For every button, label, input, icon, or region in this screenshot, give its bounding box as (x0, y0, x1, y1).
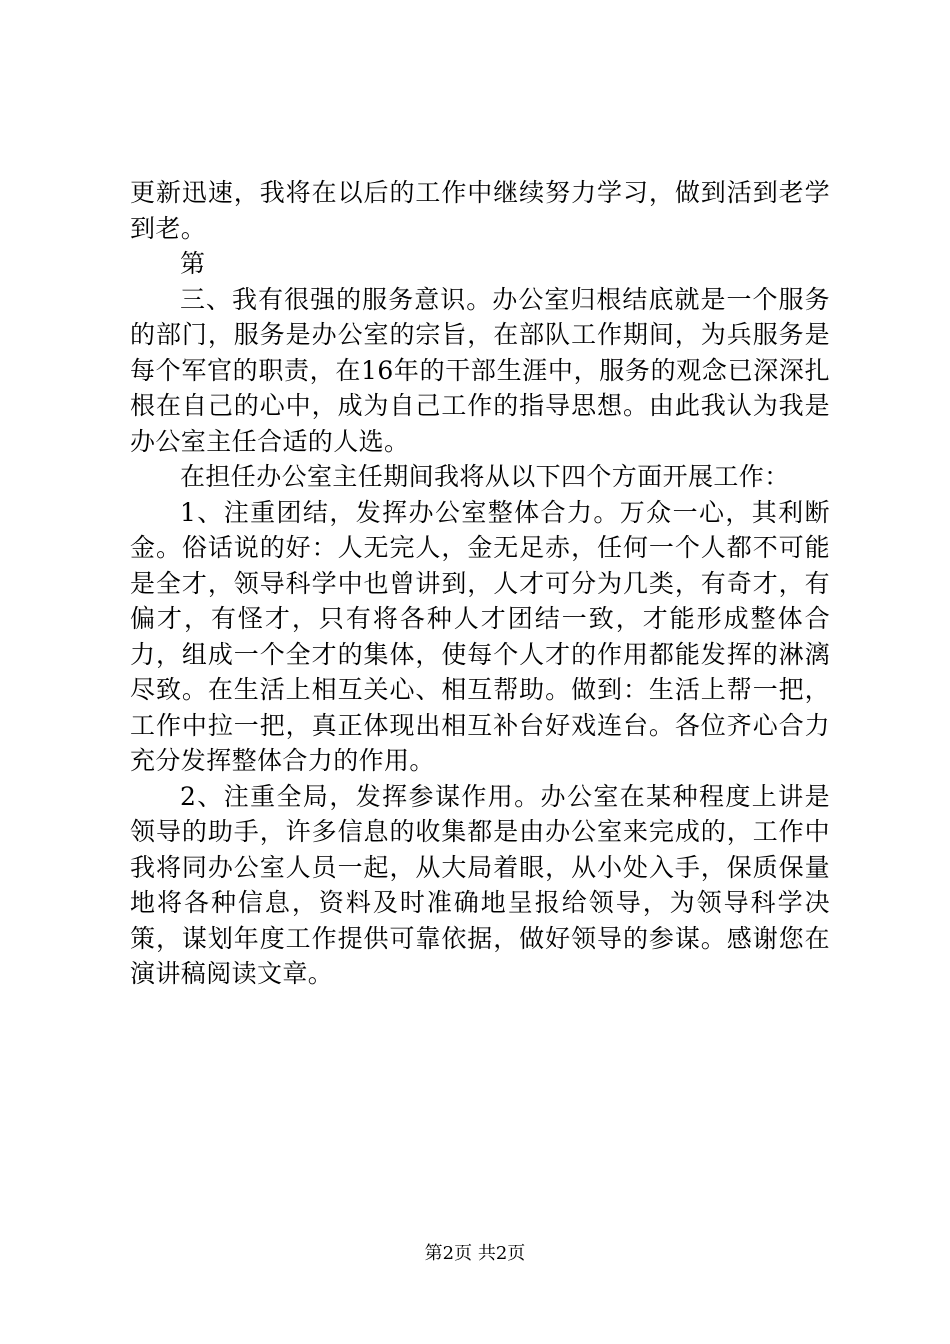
paragraph-fragment: 第 (180, 249, 206, 278)
paragraph-continuation: 更新迅速，我将在以后的工作中继续努力学习，做到活到老学到老。 (130, 178, 830, 243)
paragraph-work-plan-intro: 在担任办公室主任期间我将从以下四个方面开展工作： (180, 462, 790, 491)
page-number-footer: 第2页 共2页 (424, 1243, 526, 1264)
paragraph-service-awareness: 三、我有很强的服务意识。办公室归根结底就是一个服务的部门，服务是办公室的宗旨，在部队工作期间，为兵服务是每个军官的职责，在16年的干部生涯中，服务的观念已深深扎根在自己的心中，成为自己工作的指导思想。由此我认为我是办公室主任合适的人选。 (130, 284, 830, 456)
paragraph-overall-situation: 2、注重全局，发挥参谋作用。办公室在某种程度上讲是领导的助手，许多信息的收集都是由办公室来完成的，工作中我将同办公室人员一起，从大局着眼，从小处入手，保质保量地将各种信息，资料及时准确地呈报给领导，为领导科学决策，谋划年度工作提供可靠依据，做好领导的参谋。感谢您在演讲稿阅读文章。 (130, 781, 830, 988)
document-body (130, 175, 830, 992)
paragraph-unity: 1、注重团结，发挥办公室整体合力。万众一心，其利断金。俗话说的好：人无完人，金无足赤，任何一个人都不可能是全才，领导科学中也曾讲到，人才可分为几类，有奇才，有偏才，有怪才，只有将各种人才团结一致，才能形成整体合力，组成一个全才的集体，使每个人才的作用都能发挥的淋漓尽致。在生活上相互关心、相互帮助。做到：生活上帮一把，工作中拉一把，真正体现出相互补台好戏连台。各位齐心合力充分发挥整体合力的作用。 (130, 497, 830, 775)
